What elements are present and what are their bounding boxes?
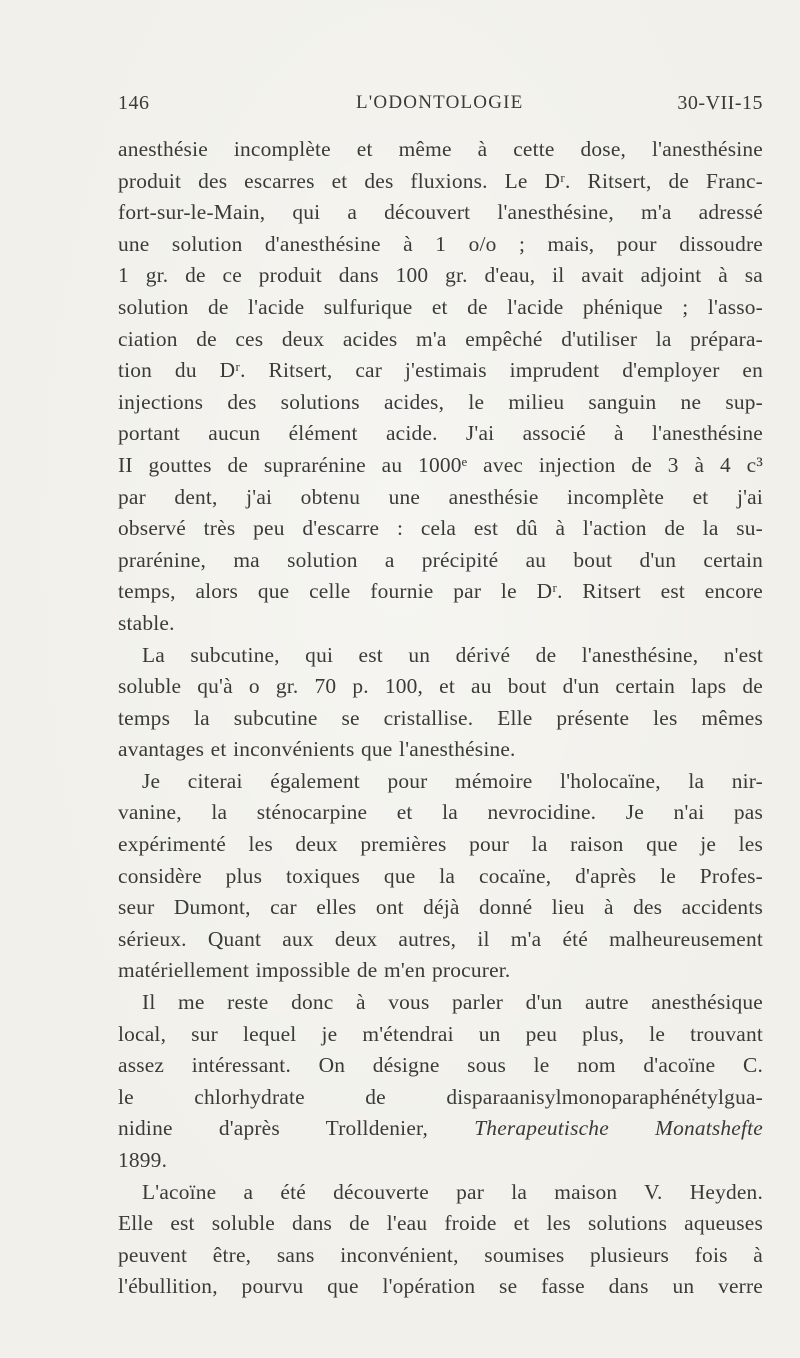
- text-line: observé très peu d'escarre : cela est dû à l'action de la su-: [118, 516, 763, 541]
- text-line: par dent, j'ai obtenu une anesthésie incomplète et j'ai: [118, 484, 763, 509]
- paragraph-2: [118, 640, 763, 766]
- text-line: Il me reste donc à vous parler d'un autre anesthésique: [142, 990, 763, 1015]
- text-line: 1899.: [118, 1148, 168, 1172]
- paragraph-1: [118, 134, 763, 640]
- text-line: temps la subcutine se cristallise. Elle présente les mêmes: [118, 705, 763, 730]
- text-line: ciation de ces deux acides m'a empêché d'utiliser la prépara-: [118, 326, 763, 351]
- text-line: avantages et inconvénients que l'anesthésine.: [118, 737, 516, 762]
- text-line: La subcutine, qui est un dérivé de l'anesthésine, n'est: [142, 642, 763, 667]
- text-line: portant aucun élément acide. J'ai associé à l'anesthésine: [118, 421, 763, 446]
- journal-title: L'ODONTOLOGIE: [356, 92, 524, 113]
- text-line: temps, alors que celle fournie par le Dʳ. Ritsert est encore: [118, 579, 763, 604]
- paragraph-3: [118, 766, 763, 987]
- text-line: soluble qu'à o gr. 70 p. 100, et au bout d'un certain laps de: [118, 674, 763, 699]
- text-line: l'ébullition, pourvu que l'opération se fasse dans un verre: [118, 1274, 763, 1299]
- text-line: fort-sur-le-Main, qui a découvert l'anesthésine, m'a adressé: [118, 200, 763, 225]
- text-line: expérimenté les deux premières pour la raison que je les: [118, 832, 763, 857]
- text-line: 1 gr. de ce produit dans 100 gr. d'eau, il avait adjoint à sa: [118, 263, 763, 288]
- text-line: une solution d'anesthésine à 1 o/o ; mais, pour dissoudre: [118, 231, 763, 256]
- text-line: seur Dumont, car elles ont déjà donné lieu à des accidents: [118, 895, 763, 920]
- text-line: prarénine, ma solution a précipité au bout d'un certain: [118, 547, 763, 572]
- text-line: vanine, la sténocarpine et la nevrocidine. Je n'ai pas: [118, 800, 763, 825]
- text-line: peuvent être, sans inconvénient, soumises plusieurs fois à: [118, 1242, 763, 1267]
- text-line: L'acoïne a été découverte par la maison V. Heyden.: [142, 1179, 763, 1204]
- text-line: solution de l'acide sulfurique et de l'acide phénique ; l'asso-: [118, 294, 763, 319]
- running-header: [118, 92, 763, 126]
- paragraph-5: [118, 1177, 763, 1303]
- text-line: II gouttes de suprarénine au 1000ᵉ avec injection de 3 à 4 c³: [118, 452, 763, 477]
- paragraph-4: [118, 987, 763, 1177]
- text-line: matériellement impossible de m'en procurer.: [118, 958, 511, 983]
- text-line: Elle est soluble dans de l'eau froide et les solutions aqueuses: [118, 1211, 763, 1236]
- body-text: [118, 134, 763, 1303]
- text-line: le chlorhydrate de disparaanisylmonoparaphénétylgua-: [118, 1084, 763, 1109]
- text-line: assez intéressant. On désigne sous le nom d'acoïne C.: [118, 1053, 763, 1078]
- text-line: anesthésie incomplète et même à cette dose, l'anesthésine: [118, 137, 763, 161]
- text-line: sérieux. Quant aux deux autres, il m'a été malheureusement: [118, 926, 763, 951]
- issue-date: 30-VII-15: [677, 92, 763, 114]
- text-line: tion du Dʳ. Ritsert, car j'estimais imprudent d'employer en: [118, 358, 763, 383]
- page-number: 146: [118, 92, 150, 114]
- text-line: injections des solutions acides, le milieu sanguin ne sup-: [118, 389, 763, 414]
- citation-lead: nidine d'après Trolldenier,: [118, 1116, 429, 1141]
- text-line: produit des escarres et des fluxions. Le Dʳ. Ritsert, de Franc-: [118, 168, 763, 193]
- text-line: Je citerai également pour mémoire l'holocaïne, la nir-: [142, 768, 763, 793]
- journal-citation: Therapeutische Monatshefte: [474, 1116, 763, 1141]
- text-line-with-citation: [118, 1113, 763, 1145]
- text-line: local, sur lequel je m'étendrai un peu plus, le trouvant: [118, 1021, 763, 1046]
- text-line: considère plus toxiques que la cocaïne, d'après le Profes-: [118, 863, 763, 888]
- text-line: stable.: [118, 610, 175, 635]
